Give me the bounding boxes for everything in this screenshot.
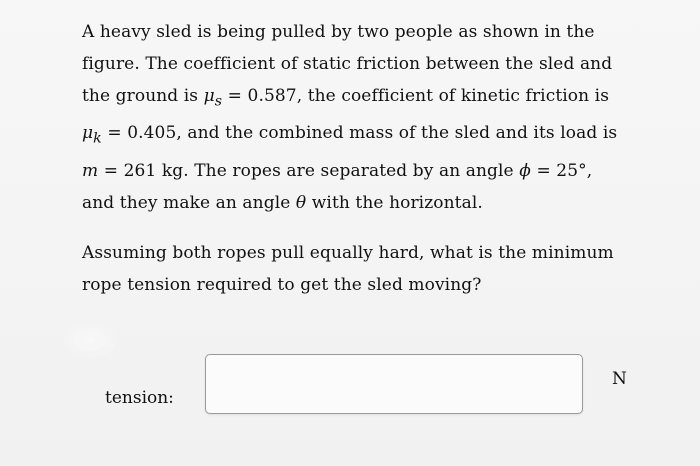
mu-s-symbol: μ bbox=[203, 86, 215, 106]
text-segment: = 25°, bbox=[530, 160, 593, 181]
question-line-2: rope tension required to get the sled moving? bbox=[82, 274, 482, 295]
mass-symbol: m bbox=[82, 160, 99, 181]
unit-label: N bbox=[612, 369, 627, 389]
mu-k-symbol: μ bbox=[82, 123, 94, 144]
mu-k-subscript: k bbox=[93, 130, 102, 147]
phi-symbol: ϕ bbox=[519, 160, 531, 181]
theta-symbol: θ bbox=[295, 192, 307, 213]
text-segment: and they make an angle bbox=[82, 192, 296, 213]
text-segment: the ground is bbox=[82, 86, 204, 106]
tension-input[interactable] bbox=[205, 354, 583, 414]
mu-s-subscript: s bbox=[214, 93, 223, 110]
text-segment: = 0.587, the coefficient of kinetic friction is bbox=[222, 86, 610, 106]
text-segment: with the horizontal. bbox=[306, 192, 483, 213]
text-segment: = 0.405, and the combined mass of the sled and its load is bbox=[101, 123, 618, 144]
problem-line-2: figure. The coefficient of static friction between the sled and bbox=[82, 54, 613, 74]
text-segment: = 261 kg. The ropes are separated by an angle bbox=[98, 160, 520, 181]
question-line-1: Assuming both ropes pull equally hard, what is the minimum bbox=[82, 242, 614, 263]
problem-line-1: A heavy sled is being pulled by two people as shown in the bbox=[82, 22, 595, 42]
tension-label: tension: bbox=[105, 388, 174, 408]
